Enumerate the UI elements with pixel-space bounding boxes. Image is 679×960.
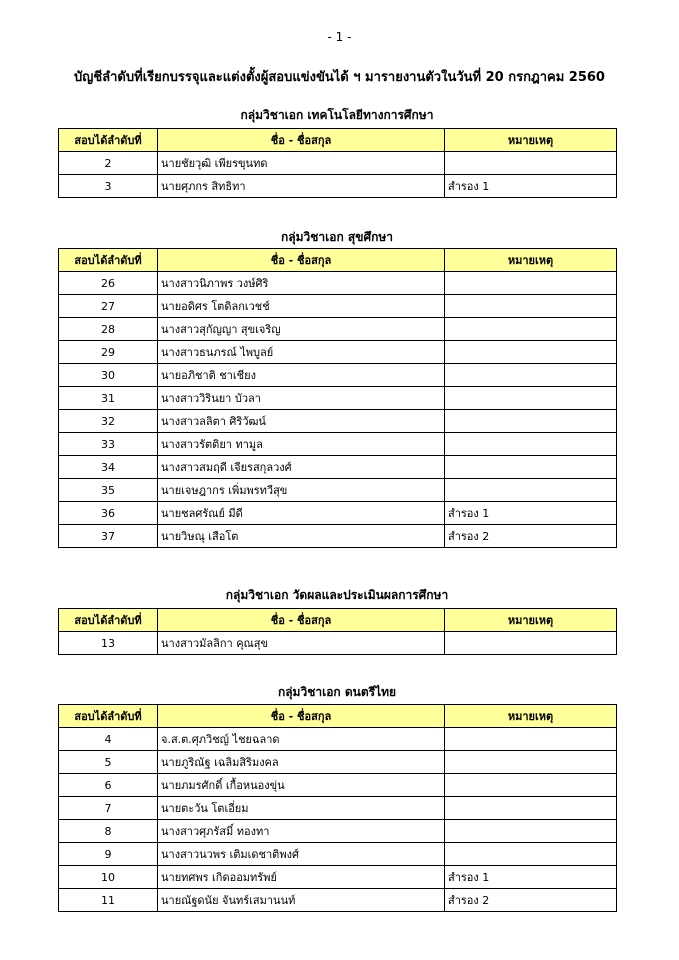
table-row	[59, 410, 617, 433]
name-cell: นางสาวสมฤดี เจียรสกุลวงศ์	[158, 456, 445, 479]
name-cell: นางสาวสุกัญญา สุขเจริญ	[158, 318, 445, 341]
table-row	[59, 479, 617, 502]
remark-cell	[445, 433, 617, 456]
table-row	[59, 525, 617, 548]
header-rank: สอบได้ลำดับที่	[59, 129, 158, 152]
remark-cell	[445, 387, 617, 410]
table-row	[59, 387, 617, 410]
header-rank: สอบได้ลำดับที่	[59, 609, 158, 632]
remark-cell	[445, 728, 617, 751]
section-table	[58, 128, 617, 198]
name-cell: นางสาวนิภาพร วงษ์ศิริ	[158, 272, 445, 295]
table-row	[59, 433, 617, 456]
name-cell: นางสาวมัลลิกา คุณสุข	[158, 632, 445, 655]
table-row	[59, 318, 617, 341]
remark-cell	[445, 456, 617, 479]
header-name: ชื่อ - ชื่อสกุล	[158, 609, 445, 632]
remark-cell	[445, 152, 617, 175]
header-name: ชื่อ - ชื่อสกุล	[158, 249, 445, 272]
name-cell: นายศุภกร สิทธิทา	[158, 175, 445, 198]
table-row	[59, 364, 617, 387]
rank-cell: 34	[59, 456, 158, 479]
remark-cell	[445, 751, 617, 774]
page-number: - 1 -	[327, 30, 352, 44]
table-row	[59, 889, 617, 912]
section-title: กลุ่มวิชาเอก เทคโนโลยีทางการศึกษา	[240, 108, 434, 122]
remark-cell	[445, 364, 617, 387]
table-row	[59, 456, 617, 479]
table-row	[59, 152, 617, 175]
table-header-row	[59, 129, 617, 152]
section-table	[58, 608, 617, 655]
remark-cell	[445, 479, 617, 502]
remark-cell	[445, 410, 617, 433]
name-cell: นางสาวนวพร เติมเดชาติพงศ์	[158, 843, 445, 866]
table-header-row	[59, 705, 617, 728]
remark-cell	[445, 774, 617, 797]
rank-cell: 2	[59, 152, 158, 175]
header-rank: สอบได้ลำดับที่	[59, 705, 158, 728]
header-rank: สอบได้ลำดับที่	[59, 249, 158, 272]
name-cell: นายชัยวุฒิ เพียรขุนทด	[158, 152, 445, 175]
header-remark: หมายเหตุ	[445, 129, 617, 152]
rank-cell: 30	[59, 364, 158, 387]
remark-cell: สำรอง 2	[445, 525, 617, 548]
header-remark: หมายเหตุ	[445, 705, 617, 728]
rank-cell: 4	[59, 728, 158, 751]
rank-cell: 26	[59, 272, 158, 295]
rank-cell: 29	[59, 341, 158, 364]
remark-cell	[445, 632, 617, 655]
rank-cell: 13	[59, 632, 158, 655]
table-row	[59, 843, 617, 866]
remark-cell	[445, 820, 617, 843]
name-cell: นายอภิชาติ ชาเชียง	[158, 364, 445, 387]
document-title: บัญชีลำดับที่เรียกบรรจุและแต่งตั้งผู้สอบแข่งขันได้ ฯ มารายงานตัวในวันที่ 20 กรกฎาคม 2560	[74, 70, 605, 85]
table-row	[59, 341, 617, 364]
header-name: ชื่อ - ชื่อสกุล	[158, 705, 445, 728]
remark-cell	[445, 341, 617, 364]
rank-cell: 36	[59, 502, 158, 525]
name-cell: นายอดิศร โตดิลกเวชช์	[158, 295, 445, 318]
table-row	[59, 866, 617, 889]
table-row	[59, 502, 617, 525]
rank-cell: 10	[59, 866, 158, 889]
section-table	[58, 248, 617, 548]
section-title: กลุ่มวิชาเอก สุขศึกษา	[281, 230, 393, 244]
name-cell: นางสาวธนภรณ์ ไพบูลย์	[158, 341, 445, 364]
section-title: กลุ่มวิชาเอก วัดผลและประเมินผลการศึกษา	[225, 588, 449, 602]
name-cell: นางสาวลลิตา ศิริวัฒน์	[158, 410, 445, 433]
rank-cell: 5	[59, 751, 158, 774]
remark-cell	[445, 843, 617, 866]
name-cell: นายภูริณัฐ เฉลิมสิริมงคล	[158, 751, 445, 774]
name-cell: นายตะวัน โตเอี่ยม	[158, 797, 445, 820]
name-cell: นางสาววิรินยา บัวลา	[158, 387, 445, 410]
rank-cell: 33	[59, 433, 158, 456]
header-remark: หมายเหตุ	[445, 609, 617, 632]
table-header-row	[59, 609, 617, 632]
remark-cell: สำรอง 1	[445, 866, 617, 889]
table-row	[59, 295, 617, 318]
remark-cell: สำรอง 1	[445, 175, 617, 198]
rank-cell: 31	[59, 387, 158, 410]
rank-cell: 9	[59, 843, 158, 866]
table-row	[59, 728, 617, 751]
rank-cell: 3	[59, 175, 158, 198]
name-cell: นายณัฐดนัย จันทร์เสมานนท์	[158, 889, 445, 912]
table-row	[59, 272, 617, 295]
rank-cell: 11	[59, 889, 158, 912]
section-title: กลุ่มวิชาเอก ดนตรีไทย	[277, 685, 397, 699]
remark-cell: สำรอง 2	[445, 889, 617, 912]
table-header-row	[59, 249, 617, 272]
header-remark: หมายเหตุ	[445, 249, 617, 272]
rank-cell: 27	[59, 295, 158, 318]
rank-cell: 37	[59, 525, 158, 548]
table-row	[59, 774, 617, 797]
table-row	[59, 797, 617, 820]
rank-cell: 6	[59, 774, 158, 797]
remark-cell	[445, 295, 617, 318]
table-row	[59, 820, 617, 843]
section-table	[58, 704, 617, 912]
name-cell: จ.ส.ต.ศุภวิชญ์ ไชยฉลาด	[158, 728, 445, 751]
rank-cell: 28	[59, 318, 158, 341]
rank-cell: 8	[59, 820, 158, 843]
name-cell: นางสาวศุภรัสมิ์ ทองทา	[158, 820, 445, 843]
header-name: ชื่อ - ชื่อสกุล	[158, 129, 445, 152]
rank-cell: 35	[59, 479, 158, 502]
remark-cell	[445, 272, 617, 295]
name-cell: นายเจษฎากร เพิ่มพรทวีสุข	[158, 479, 445, 502]
name-cell: นางสาวรัตติยา ทามูล	[158, 433, 445, 456]
name-cell: นายทศพร เกิดออมทรัพย์	[158, 866, 445, 889]
table-row	[59, 632, 617, 655]
rank-cell: 7	[59, 797, 158, 820]
remark-cell: สำรอง 1	[445, 502, 617, 525]
table-row	[59, 751, 617, 774]
name-cell: นายภมรศักดิ์ เกื้อหนองขุ่น	[158, 774, 445, 797]
name-cell: นายชลศรัณย์ มีดี	[158, 502, 445, 525]
rank-cell: 32	[59, 410, 158, 433]
remark-cell	[445, 318, 617, 341]
remark-cell	[445, 797, 617, 820]
name-cell: นายวิษณุ เสือโต	[158, 525, 445, 548]
table-row	[59, 175, 617, 198]
